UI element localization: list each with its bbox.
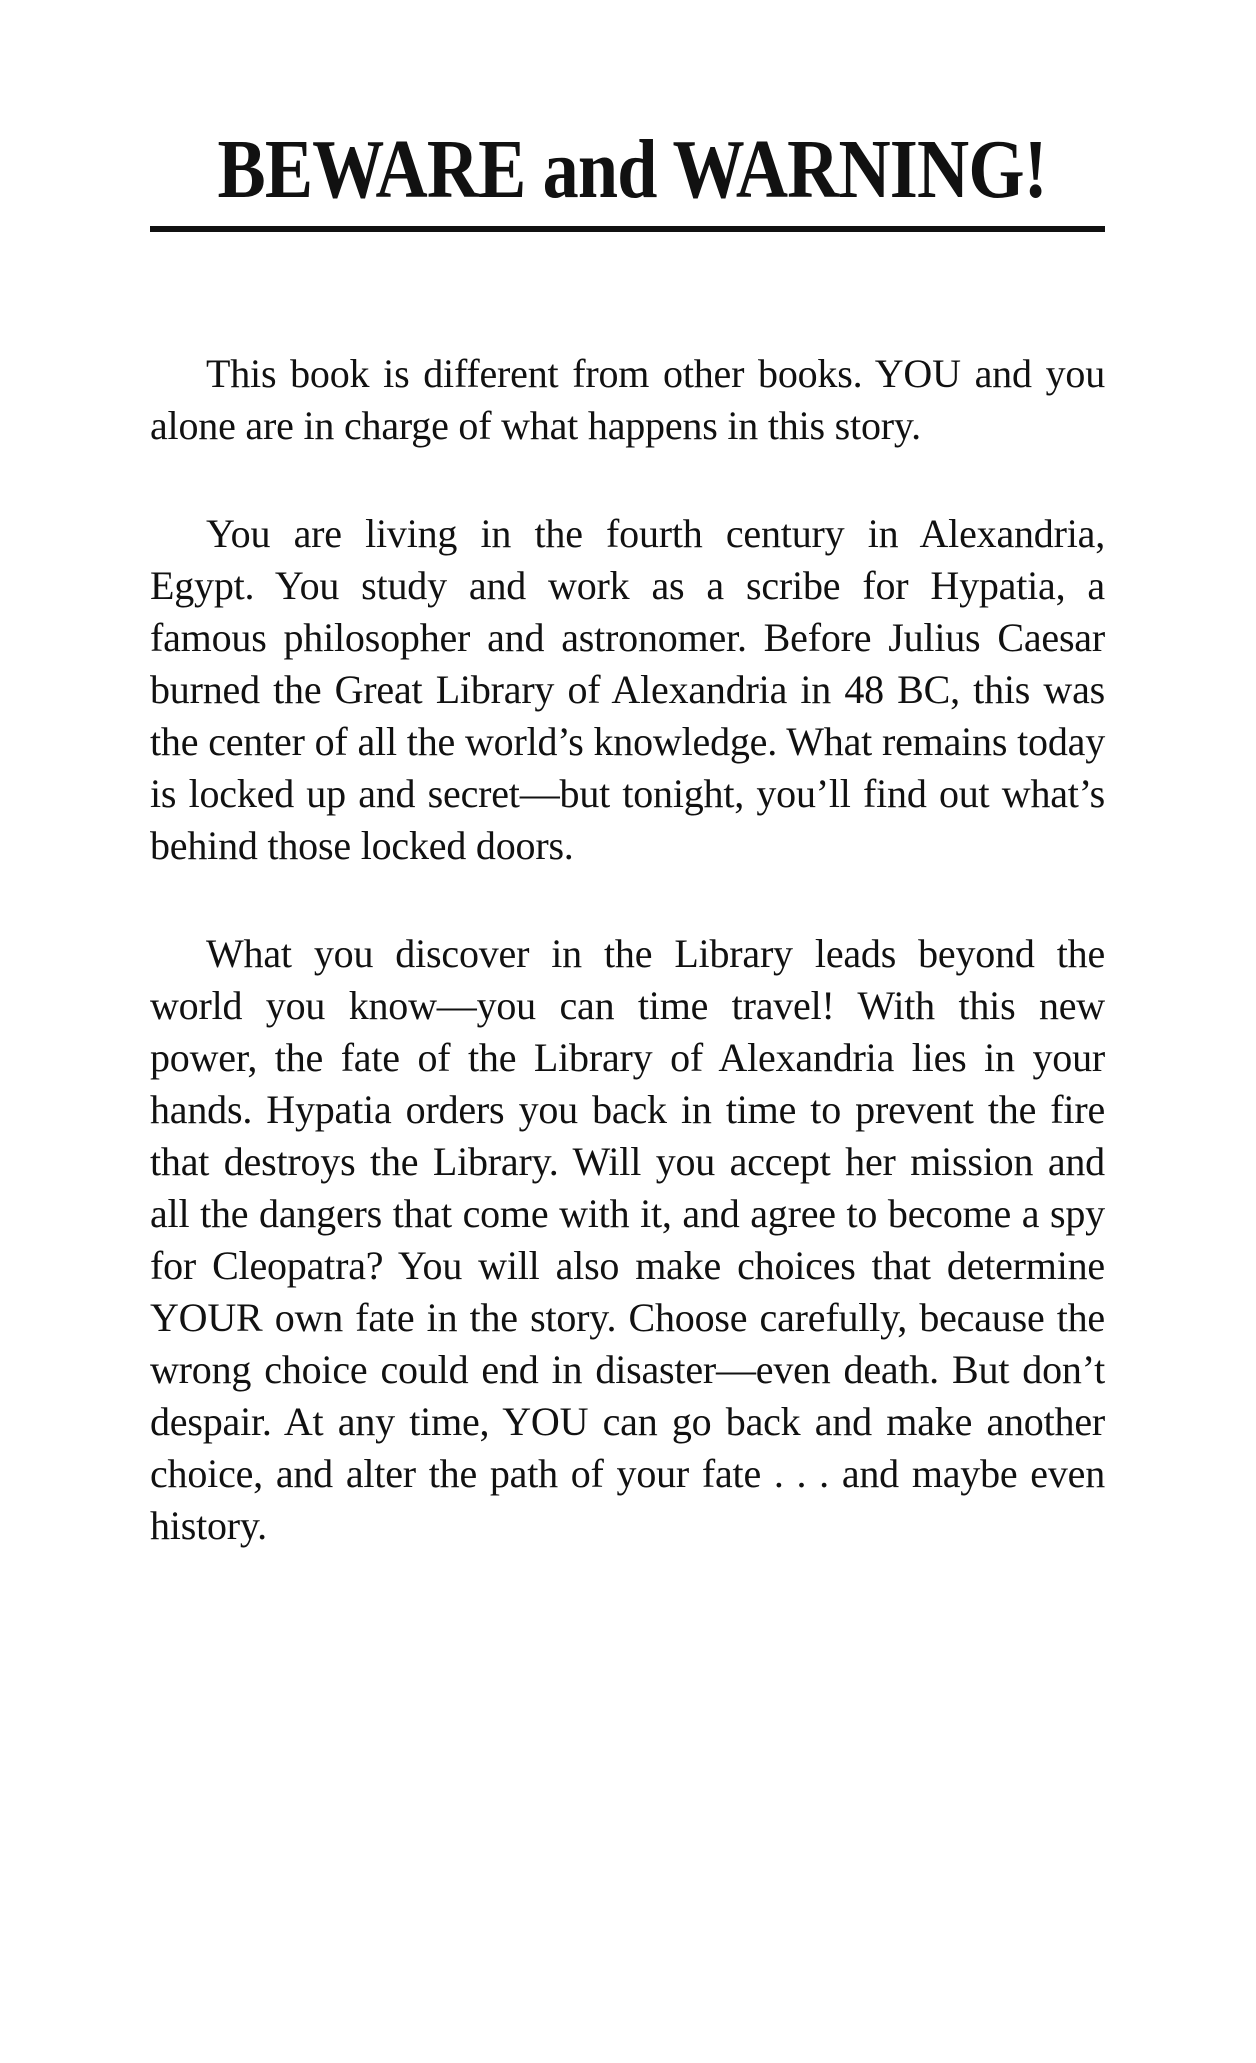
page-title-text: BEWARE and WARNING!: [217, 123, 1047, 216]
page-title: [150, 123, 1105, 216]
body-text: [150, 348, 1105, 1552]
title-rule: [150, 226, 1105, 232]
title-block: [150, 123, 1105, 232]
paragraph-setting: You are living in the fourth century in Alexandria, Egypt. You study and work as a scribe for Hypatia, a famous philosopher and astronomer. Before Julius Caesar burned the Great Library of Alexandria in 48 BC, this was the center of all the world’s knowledge. What remains today is locked up and secret—but tonight, you’ll find out what’s behind those locked doors.: [150, 511, 1105, 868]
paragraph-intro: This book is different from other books. YOU and you alone are in charge of what happens in this story.: [150, 351, 1105, 448]
paragraph-mission: What you discover in the Library leads beyond the world you know—you can time travel! With this new power, the fate of the Library of Alexandria lies in your hands. Hypatia orders you back in time to prevent the fire that destroys the Library. Will you accept her mission and all the dangers that come with it, and agree to become a spy for Cleopatra? You will also make choices that determine YOUR own fate in the story. Choose carefully, because the wrong choice could end in disaster—even death. But don’t despair. At any time, YOU can go back and make another choice, and alter the path of your fate . . . and maybe even history.: [150, 931, 1105, 1548]
